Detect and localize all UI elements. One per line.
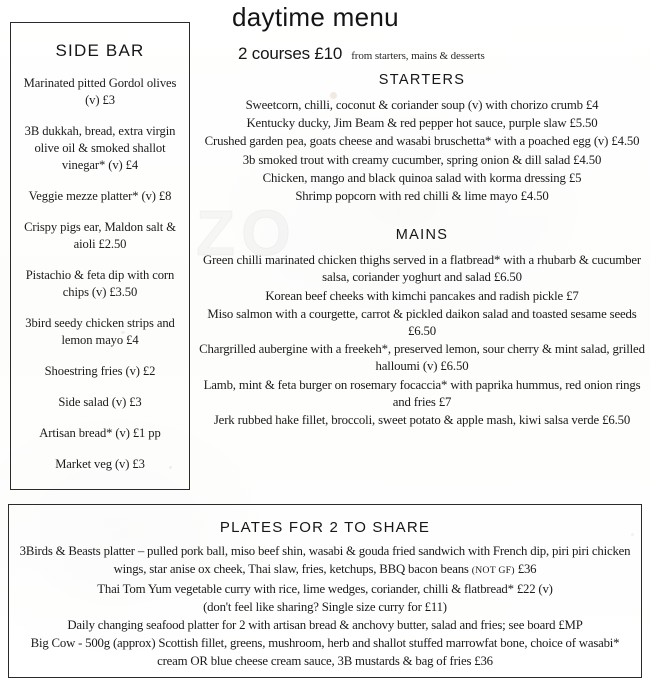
list-item: Side salad (v) £3 [58, 395, 142, 409]
page-title: daytime menu [232, 2, 399, 32]
list-item: Pistachio & feta dip with corn chips (v) £3.50 [25, 268, 175, 299]
list-item [15, 542, 635, 580]
list-item: Lamb, mint & feta burger on rosemary focaccia* with paprika hummus, red onion rings and fries £7 [203, 377, 641, 409]
list-item: 3B dukkah, bread, extra virgin olive oil & smoked shallot vinegar* (v) £4 [24, 124, 176, 172]
mains-list [198, 252, 646, 429]
share-platter-text: 3Birds & Beasts platter – pulled pork ball, miso beef shin, wasabi & gouda fried sandwich with French dip, piri piri chicken wings, star anise ox cheek, Thai slaw, fries, ketchups, BBQ bacon beans [19, 544, 631, 576]
list-item: Big Cow - 500g (approx) Scottish fillet, greens, mushroom, herb and shallot stuffed marrowfat bone, choice of wasabi* cream OR blue cheese cream sauce, 3B mustards & bag of fries £36 [30, 636, 620, 668]
list-item: 3bird seedy chicken strips and lemon mayo £4 [25, 316, 175, 347]
list-item: Veggie mezze platter* (v) £8 [28, 189, 172, 203]
share-plates-panel [8, 504, 642, 678]
starters-list [198, 97, 646, 205]
list-item: Jerk rubbed hake fillet, broccoli, sweet potato & apple mash, kiwi salsa verde £6.50 [213, 413, 631, 428]
list-item: Chicken, mango and black quinoa salad with korma dressing £5 [262, 170, 582, 185]
share-platter-price: £36 [514, 562, 537, 576]
list-item: Green chilli marinated chicken thighs served in a flatbread* with a rhubarb & cucumber salsa, coriander yoghurt and salad £6.50 [202, 253, 642, 285]
main-menu-column [198, 72, 646, 430]
list-item: Korean beef cheeks with kimchi pancakes and radish pickle £7 [265, 288, 579, 303]
side-bar-panel [10, 22, 190, 490]
list-item: Marinated pitted Gordol olives (v) £3 [23, 76, 177, 107]
list-item: Market veg (v) £3 [55, 457, 145, 471]
deal-price: 2 courses £10 [238, 44, 343, 63]
mains-heading: MAINS [395, 227, 449, 244]
side-bar-heading: SIDE BAR [55, 41, 145, 60]
side-bar-list [19, 75, 181, 473]
share-plates-heading: PLATES FOR 2 TO SHARE [219, 519, 431, 536]
starters-heading: STARTERS [378, 72, 466, 88]
deal-banner [238, 44, 485, 64]
list-item: Shoestring fries (v) £2 [44, 364, 156, 378]
list-item: Shrimp popcorn with red chilli & lime mayo £4.50 [295, 189, 549, 204]
list-item: Crushed garden pea, goats cheese and wasabi bruschetta* with a poached egg (v) £4.50 [204, 134, 640, 149]
list-item: Kentucky ducky, Jim Beam & red pepper hot sauce, purple slaw £5.50 [246, 116, 598, 131]
deal-description: from starters, mains & desserts [351, 50, 485, 62]
list-item: Thai Tom Yum vegetable curry with rice, lime wedges, coriander, chilli & flatbread* £22 (v) [97, 582, 553, 596]
list-item: 3b smoked trout with creamy cucumber, spring onion & dill salad £4.50 [242, 152, 602, 167]
list-item: Daily changing seafood platter for 2 with artisan bread & anchovy butter, salad and fries; see board £MP [67, 618, 583, 632]
list-item: Crispy pigs ear, Maldon salt & aioli £2.50 [24, 220, 176, 251]
list-item: Miso salmon with a courgette, carrot & pickled daikon salad and toasted sesame seeds £6.50 [207, 306, 637, 339]
list-item: Artisan bread* (v) £1 pp [39, 426, 161, 440]
list-item: (don't feel like sharing? Single size curry for £11) [203, 600, 447, 614]
not-gluten-free-badge: (NOT GF) [471, 565, 515, 576]
list-item: Sweetcorn, chilli, coconut & coriander soup (v) with chorizo crumb £4 [245, 98, 599, 112]
watermark: ZO [196, 197, 297, 269]
list-item: Chargrilled aubergine with a freekeh*, preserved lemon, sour cherry & mint salad, grilled halloumi (v) £6.50 [199, 342, 645, 374]
